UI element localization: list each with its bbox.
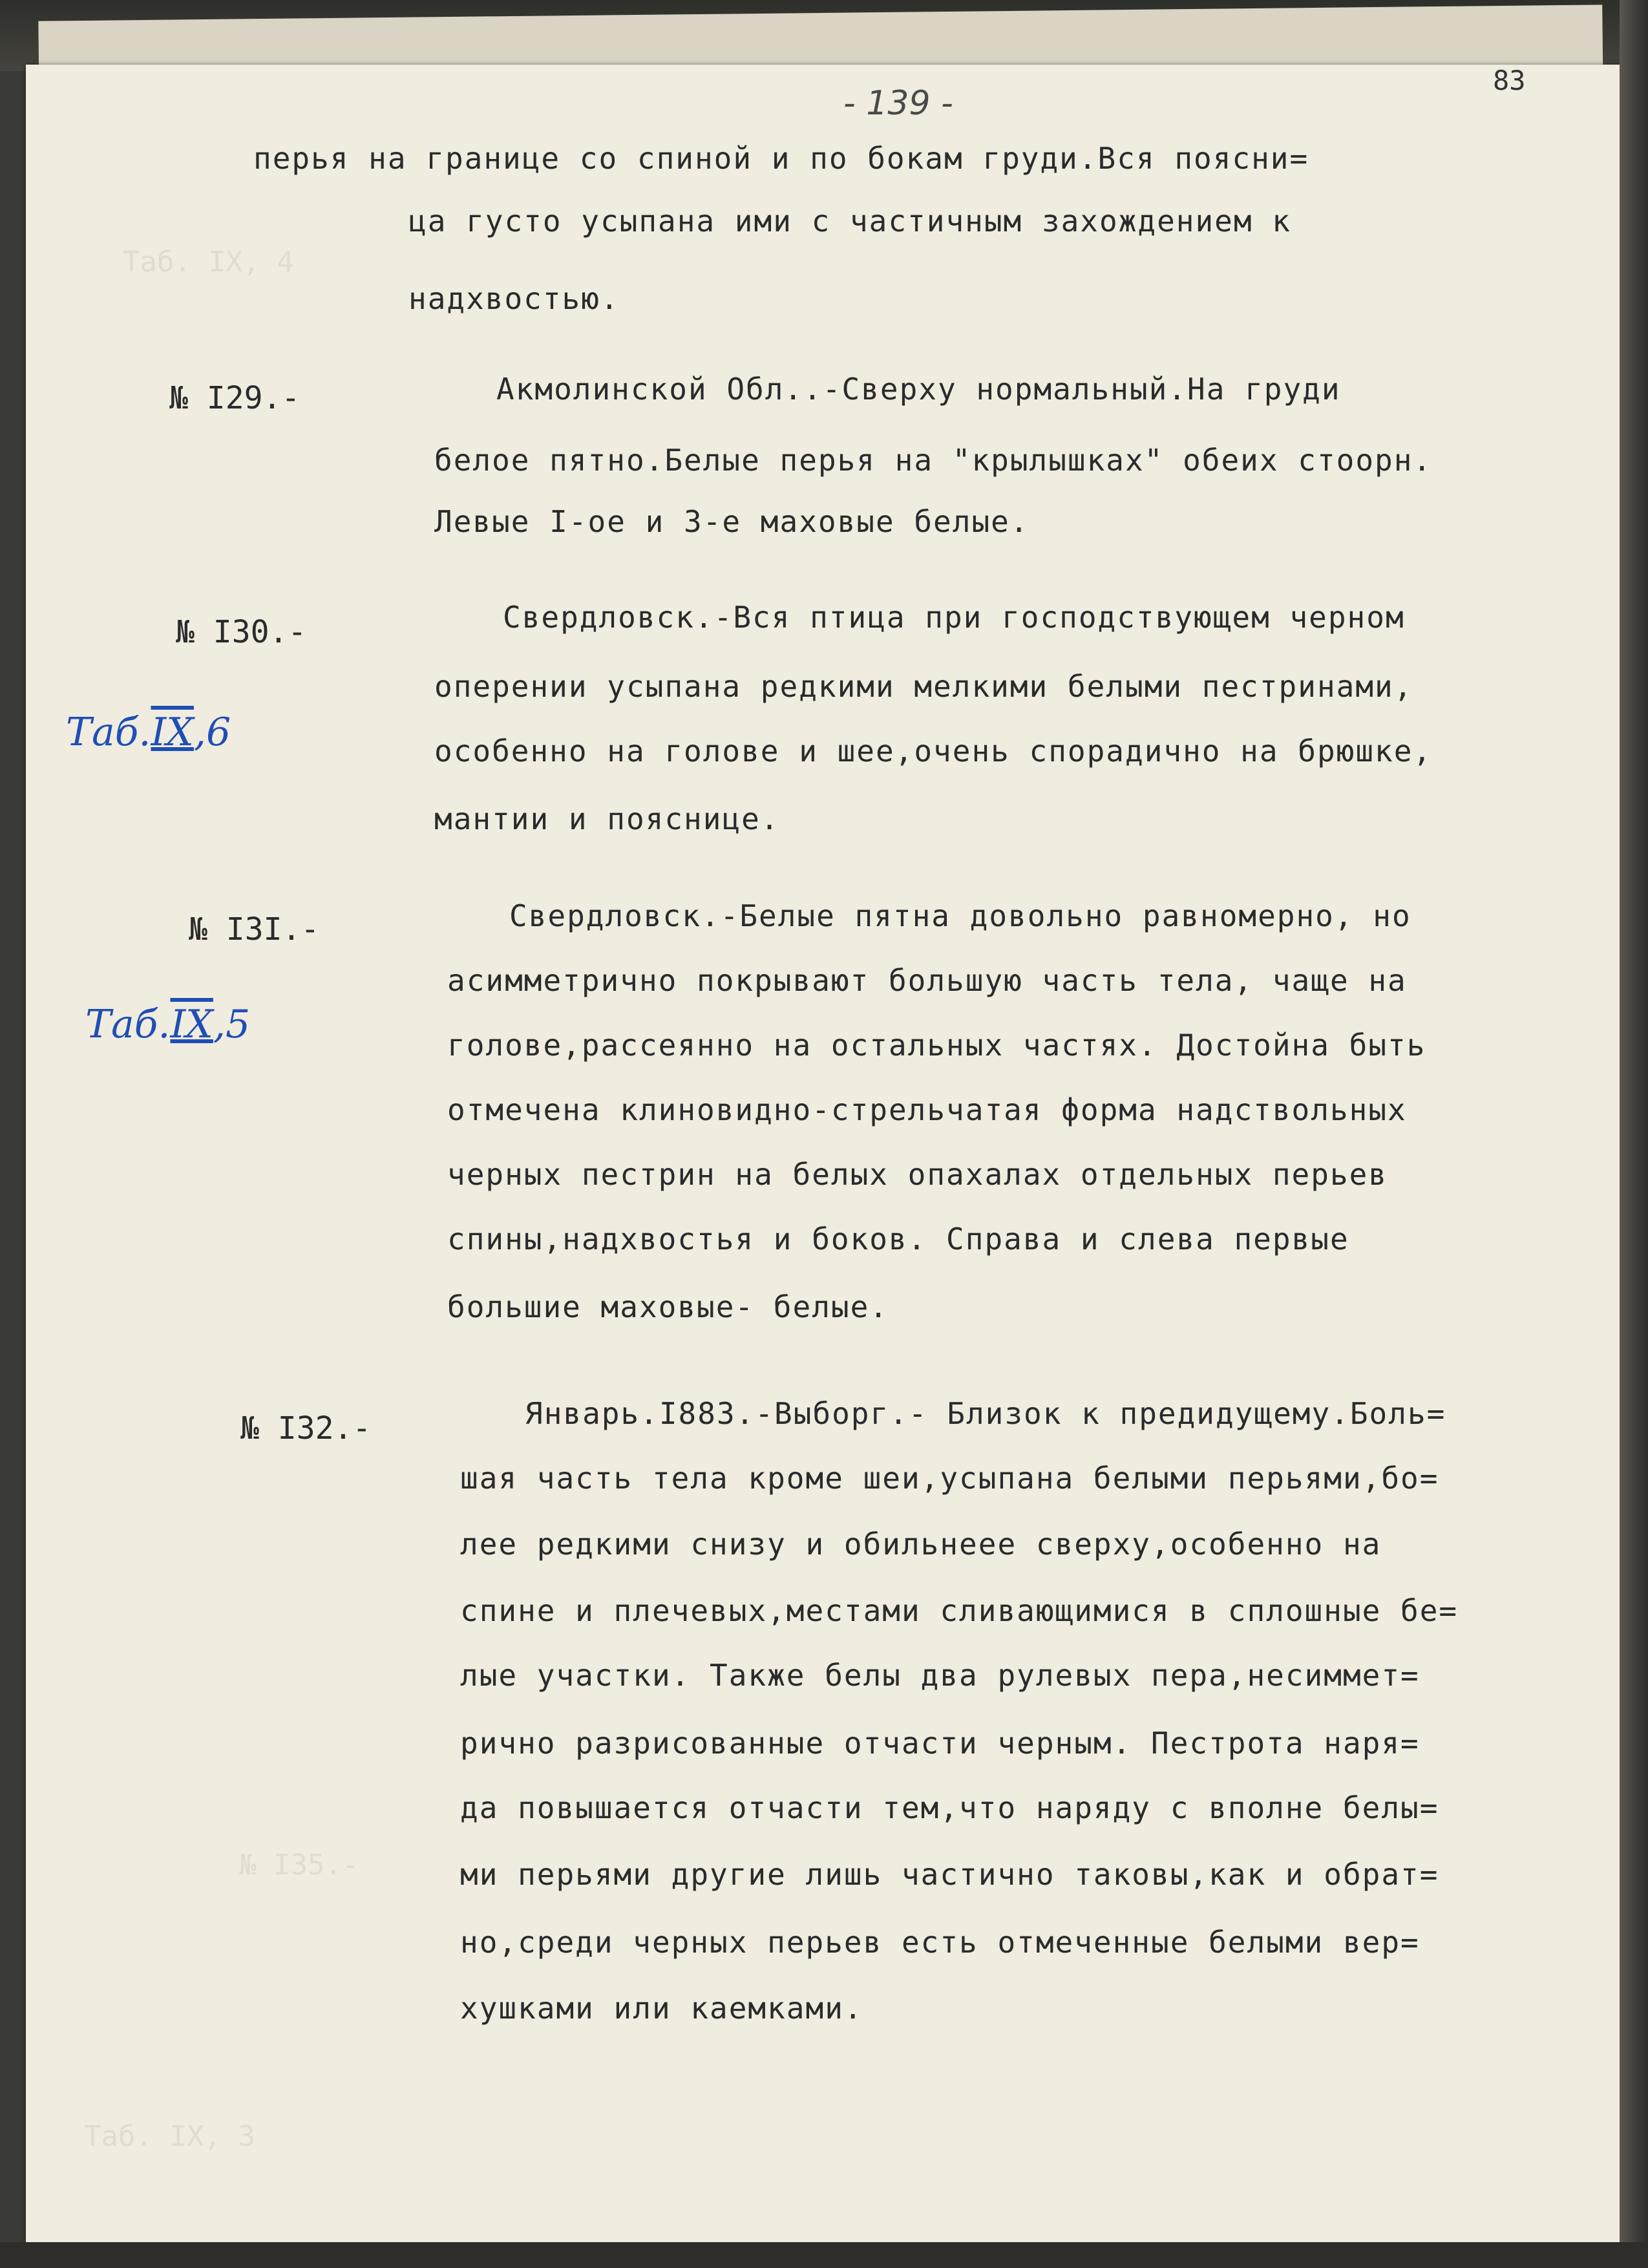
- text-line: ца густо усыпана ими с частичным захождением к: [408, 204, 1291, 238]
- text-line: шая часть тела кроме шеи,усыпана белыми перьями,бо=: [460, 1461, 1439, 1496]
- text-line: хушками или каемками.: [460, 1991, 863, 2026]
- text-line: лые участки. Также белы два рулевых пера,несиммет=: [460, 1658, 1420, 1693]
- text-line: спины,надхвостья и боков. Справа и слева первые: [447, 1222, 1349, 1256]
- text-line: надхвостью.: [408, 281, 620, 316]
- page-number: 83: [1493, 65, 1526, 96]
- text-line: ми перьями другие лишь частично таковы,как и обрат=: [460, 1857, 1439, 1892]
- text-line: да повышается отчасти тем,что наряду с вполне белы=: [460, 1790, 1439, 1825]
- text-line: мантии и пояснице.: [434, 801, 780, 836]
- text-line: большие маховые- белые.: [447, 1289, 889, 1324]
- text-line: перья на границе со спиной и по бокам груди.Вся поясни=: [253, 141, 1309, 176]
- text-line: Январь.I883.-Выборг.- Близок к предидущему.Боль=: [525, 1396, 1446, 1431]
- note-suffix: ,6: [193, 710, 231, 755]
- scan-background-right: [1620, 0, 1648, 2268]
- note-suffix: ,5: [213, 1002, 251, 1047]
- text-line: голове,рассеянно на остальных частях. Достойна быть: [447, 1028, 1426, 1063]
- text-line: Левые I-ое и 3-е маховые белые.: [434, 504, 1030, 539]
- table-reference-note: [85, 1002, 250, 1047]
- note-roman: IX: [170, 1002, 213, 1047]
- note-prefix: Таб.: [85, 1002, 171, 1047]
- text-line: лее редкими снизу и обильнеее сверху,особенно на: [460, 1527, 1382, 1562]
- document-page: [26, 65, 1622, 2249]
- text-line: особенно на голове и шее,очень спорадично на брюшке,: [434, 734, 1433, 768]
- bleed-through-text: № I35.-: [239, 1849, 359, 1881]
- text-line: отмечена клиновидно-стрельчатая форма надствольных: [447, 1092, 1407, 1127]
- text-line: белое пятно.Белые перья на "крылышках" обеих стоорн.: [434, 443, 1433, 478]
- text-line: черных пестрин на белых опахалах отдельных перьев: [447, 1157, 1388, 1192]
- archive-page-number: - 139 -: [843, 84, 953, 123]
- entry-number: № I29.-: [169, 380, 301, 416]
- text-line: Свердловск.-Вся птица при господствующем черном: [503, 600, 1405, 635]
- table-reference-note: [66, 710, 231, 755]
- text-line: оперении усыпана редкими мелкими белыми пестринами,: [434, 669, 1413, 704]
- text-line: Свердловск.-Белые пятна довольно равномерно, но: [509, 898, 1411, 933]
- note-roman: IX: [151, 710, 194, 755]
- text-line: но,среди черных перьев есть отмеченные белыми вер=: [460, 1925, 1420, 1960]
- scan-background-bottom: [0, 2242, 1648, 2268]
- entry-number: № I32.-: [240, 1410, 372, 1447]
- note-prefix: Таб.: [66, 710, 151, 755]
- entry-number: № I3I.-: [189, 911, 320, 948]
- bleed-through-text: Таб. IX, 3: [84, 2120, 255, 2153]
- text-line: рично разрисованные отчасти черным. Пестрота наря=: [460, 1726, 1420, 1761]
- text-line: спине и плечевых,местами сливающимися в сплошные бе=: [460, 1593, 1459, 1628]
- text-line: асимметрично покрывают большую часть тела, чаще на: [447, 963, 1407, 998]
- bleed-through-text: Таб. IX, 4: [123, 246, 294, 279]
- entry-number: № I30.-: [176, 614, 307, 650]
- text-line: Акмолинской Обл..-Сверху нормальный.На груди: [496, 372, 1341, 407]
